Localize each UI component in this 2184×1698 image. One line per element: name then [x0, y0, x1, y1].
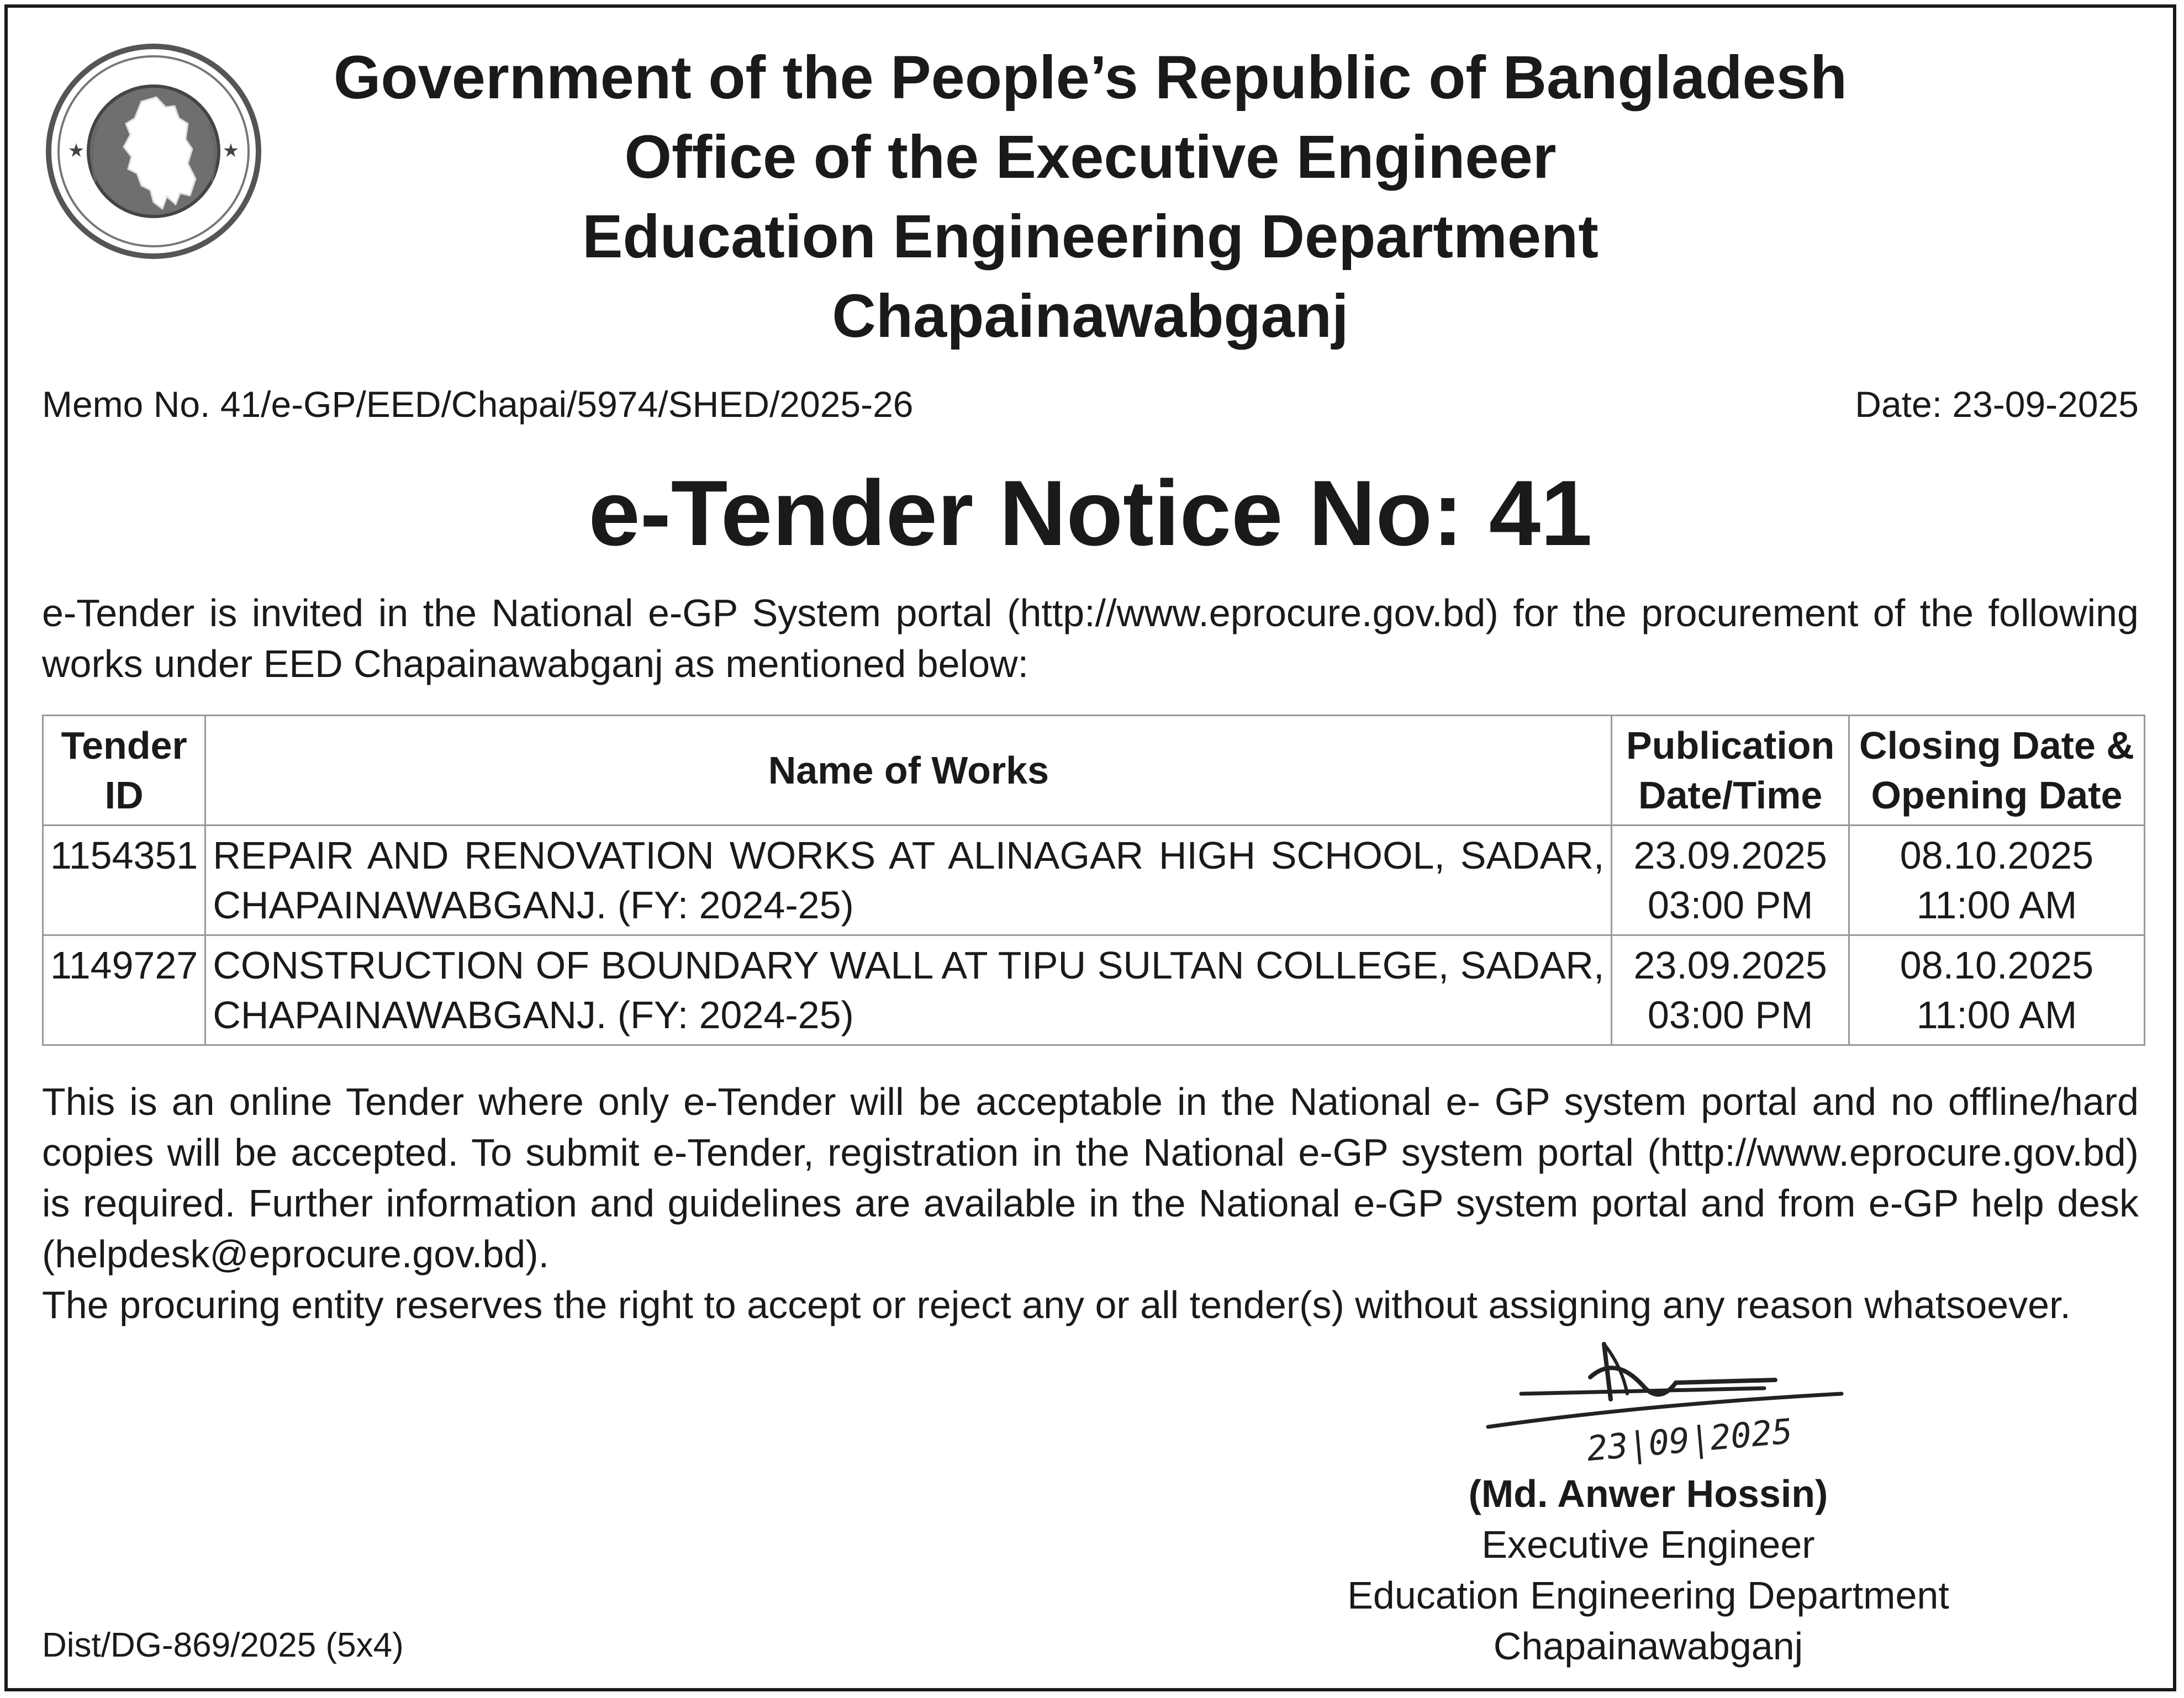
closing-cell: [1849, 935, 2144, 1045]
column-header-name-of-works: Name of Works: [205, 716, 1612, 826]
publication-cell: [1612, 935, 1849, 1045]
publication-time: 03:00 PM: [1647, 993, 1813, 1036]
header-government-name: Government of the People’s Republic of Bangladesh: [333, 44, 1848, 112]
notice-title: e-Tender Notice No: 41: [588, 461, 1592, 565]
memo-row: [42, 383, 2139, 425]
table-row: [43, 826, 2145, 935]
column-header-publication-line2: Date/Time: [1638, 774, 1823, 817]
table-header-row: [43, 716, 2145, 826]
memo-number: Memo No. 41/e-GP/EED/Chapai/5974/SHED/2025-26: [42, 384, 914, 425]
column-header-publication: [1612, 716, 1849, 826]
government-seal-icon: [43, 41, 264, 262]
header-department-name: Education Engineering Department: [582, 203, 1599, 271]
signatory-block: [1322, 1468, 1974, 1671]
opening-time: 11:00 AM: [1916, 993, 2077, 1036]
opening-time: 11:00 AM: [1916, 884, 2077, 927]
reservation-paragraph: The procuring entity reserves the right to accept or reject any or all tender(s) without assigning any reason whatsoever.: [42, 1283, 2071, 1326]
column-header-publication-line1: Publication: [1626, 724, 1835, 767]
tender-table: [42, 715, 2145, 1046]
tender-id-cell: 1149727: [43, 935, 205, 1045]
header-office-name: Office of the Executive Engineer: [624, 123, 1557, 191]
column-header-closing-line2: Opening Date: [1871, 774, 2123, 817]
works-cell: CONSTRUCTION OF BOUNDARY WALL AT TIPU SULTAN COLLEGE, SADAR, CHAPAINAWABGANJ. (FY: 2024-25): [205, 935, 1612, 1045]
signatory-location: Chapainawabganj: [1493, 1625, 1803, 1668]
header-location: Chapainawabganj: [832, 282, 1349, 350]
works-cell: REPAIR AND RENOVATION WORKS AT ALINAGAR HIGH SCHOOL, SADAR, CHAPAINAWABGANJ. (FY: 2024-25): [205, 826, 1612, 935]
publication-date: 23.09.2025: [1633, 834, 1827, 877]
online-tender-paragraph: This is an online Tender where only e-Tender will be acceptable in the National e- GP system portal and no offline/hard copies will be accepted. To submit e-Tender, registration in the National e-GP system portal (http://www.eprocure.gov.bd) is required. Further information and guidelines are available in the National e-GP system portal and from e-GP help desk (helpdesk@eprocure.gov.bd).: [42, 1080, 2139, 1276]
publication-time: 03:00 PM: [1647, 884, 1813, 927]
signatory-name: (Md. Anwer Hossin): [1468, 1472, 1828, 1515]
svg-text:23|09|2025: 23|09|2025: [1585, 1410, 1795, 1469]
office-header: [284, 38, 1897, 356]
publication-cell: [1612, 826, 1849, 935]
tender-id-cell: 1154351: [43, 826, 205, 935]
column-header-closing: [1849, 716, 2144, 826]
column-header-tender-id: Tender ID: [43, 716, 205, 826]
svg-text:★: ★: [222, 140, 240, 162]
closing-date: 08.10.2025: [1900, 944, 2094, 987]
publication-date: 23.09.2025: [1633, 944, 1827, 987]
handwritten-signature-icon: [1477, 1333, 1853, 1482]
distribution-code: Dist/DG-869/2025 (5x4): [42, 1626, 404, 1664]
closing-cell: [1849, 826, 2144, 935]
memo-date: Date: 23-09-2025: [1855, 384, 2139, 425]
signatory-department: Education Engineering Department: [1347, 1574, 1949, 1617]
terms-section: [42, 1076, 2139, 1330]
signatory-designation: Executive Engineer: [1481, 1523, 1815, 1566]
table-row: [43, 935, 2145, 1045]
intro-paragraph: e-Tender is invited in the National e-GP System portal (http://www.eprocure.gov.bd) for the procurement of the following works under EED Chapainawabganj as mentioned below:: [42, 591, 2139, 685]
closing-date: 08.10.2025: [1900, 834, 2094, 877]
svg-text:★: ★: [67, 140, 85, 162]
tender-notice-page: [4, 4, 2176, 1691]
column-header-closing-line1: Closing Date &: [1859, 724, 2134, 767]
